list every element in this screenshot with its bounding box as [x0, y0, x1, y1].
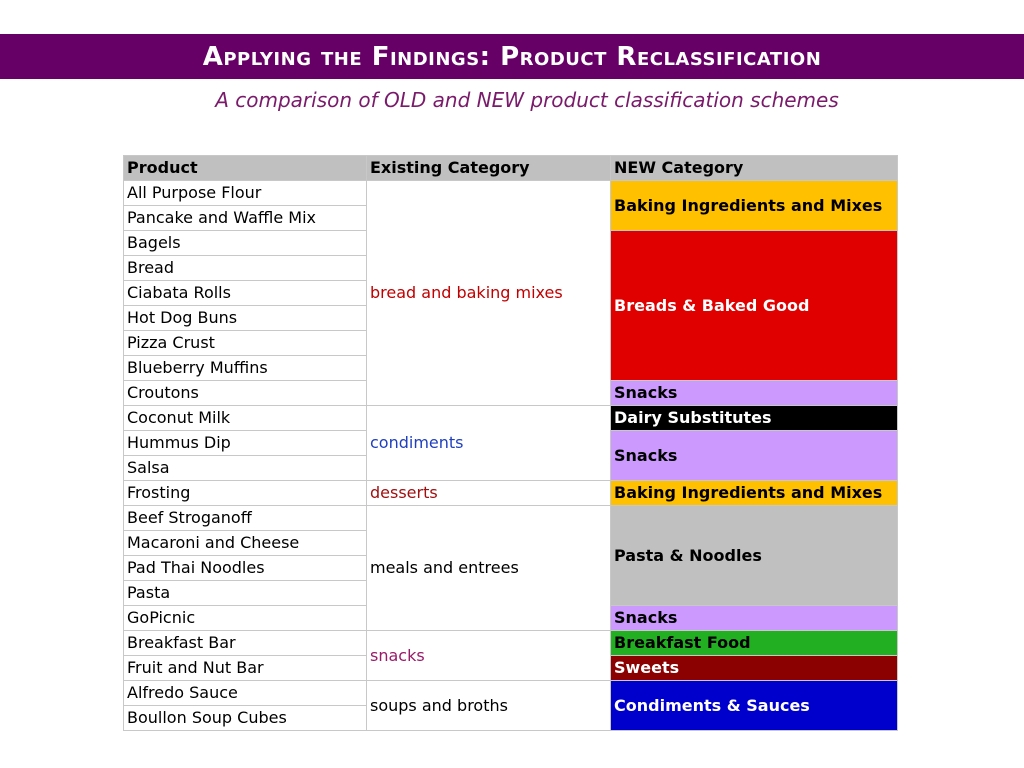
table-row — [124, 506, 898, 531]
new-category-cell: Pasta & Noodles — [611, 506, 898, 606]
existing-category-cell: desserts — [367, 481, 611, 506]
new-category-cell: Dairy Substitutes — [611, 406, 898, 431]
new-category-cell: Condiments & Sauces — [611, 681, 898, 731]
product-cell: Ciabata Rolls — [124, 281, 367, 306]
header-new-category: NEW Category — [611, 156, 898, 181]
table-row — [124, 681, 898, 706]
table-body — [124, 181, 898, 731]
product-cell: Hummus Dip — [124, 431, 367, 456]
product-cell: Coconut Milk — [124, 406, 367, 431]
product-cell: Frosting — [124, 481, 367, 506]
new-category-cell: Snacks — [611, 431, 898, 481]
existing-category-cell: bread and baking mixes — [367, 181, 611, 406]
new-category-cell: Snacks — [611, 606, 898, 631]
product-cell: Pasta — [124, 581, 367, 606]
product-cell: Fruit and Nut Bar — [124, 656, 367, 681]
existing-category-cell: snacks — [367, 631, 611, 681]
product-cell: Macaroni and Cheese — [124, 531, 367, 556]
product-cell: Beef Stroganoff — [124, 506, 367, 531]
existing-category-cell: soups and broths — [367, 681, 611, 731]
table-row — [124, 406, 898, 431]
product-cell: Alfredo Sauce — [124, 681, 367, 706]
new-category-cell: Baking Ingredients and Mixes — [611, 181, 898, 231]
header-row — [124, 156, 898, 181]
product-cell: Croutons — [124, 381, 367, 406]
title-bar — [0, 34, 1024, 79]
existing-category-cell: meals and entrees — [367, 506, 611, 631]
product-cell: Bread — [124, 256, 367, 281]
existing-category-cell: condiments — [367, 406, 611, 481]
header-existing-category: Existing Category — [367, 156, 611, 181]
product-cell: Pizza Crust — [124, 331, 367, 356]
table-row — [124, 481, 898, 506]
header-product: Product — [124, 156, 367, 181]
product-cell: Hot Dog Buns — [124, 306, 367, 331]
reclassification-table — [123, 155, 898, 731]
product-cell: Breakfast Bar — [124, 631, 367, 656]
product-cell: Pancake and Waffle Mix — [124, 206, 367, 231]
product-cell: Boullon Soup Cubes — [124, 706, 367, 731]
product-cell: Bagels — [124, 231, 367, 256]
product-cell: GoPicnic — [124, 606, 367, 631]
product-cell: Pad Thai Noodles — [124, 556, 367, 581]
slide-subtitle: A comparison of OLD and NEW product classification schemes — [215, 88, 839, 112]
product-cell: All Purpose Flour — [124, 181, 367, 206]
table-row — [124, 181, 898, 206]
new-category-cell: Baking Ingredients and Mixes — [611, 481, 898, 506]
slide-title: Applying the Findings: Product Reclassification — [202, 41, 822, 72]
new-category-cell: Breakfast Food — [611, 631, 898, 656]
table-row — [124, 631, 898, 656]
new-category-cell: Snacks — [611, 381, 898, 406]
product-cell: Blueberry Muffins — [124, 356, 367, 381]
new-category-cell: Sweets — [611, 656, 898, 681]
product-cell: Salsa — [124, 456, 367, 481]
new-category-cell: Breads & Baked Good — [611, 231, 898, 381]
